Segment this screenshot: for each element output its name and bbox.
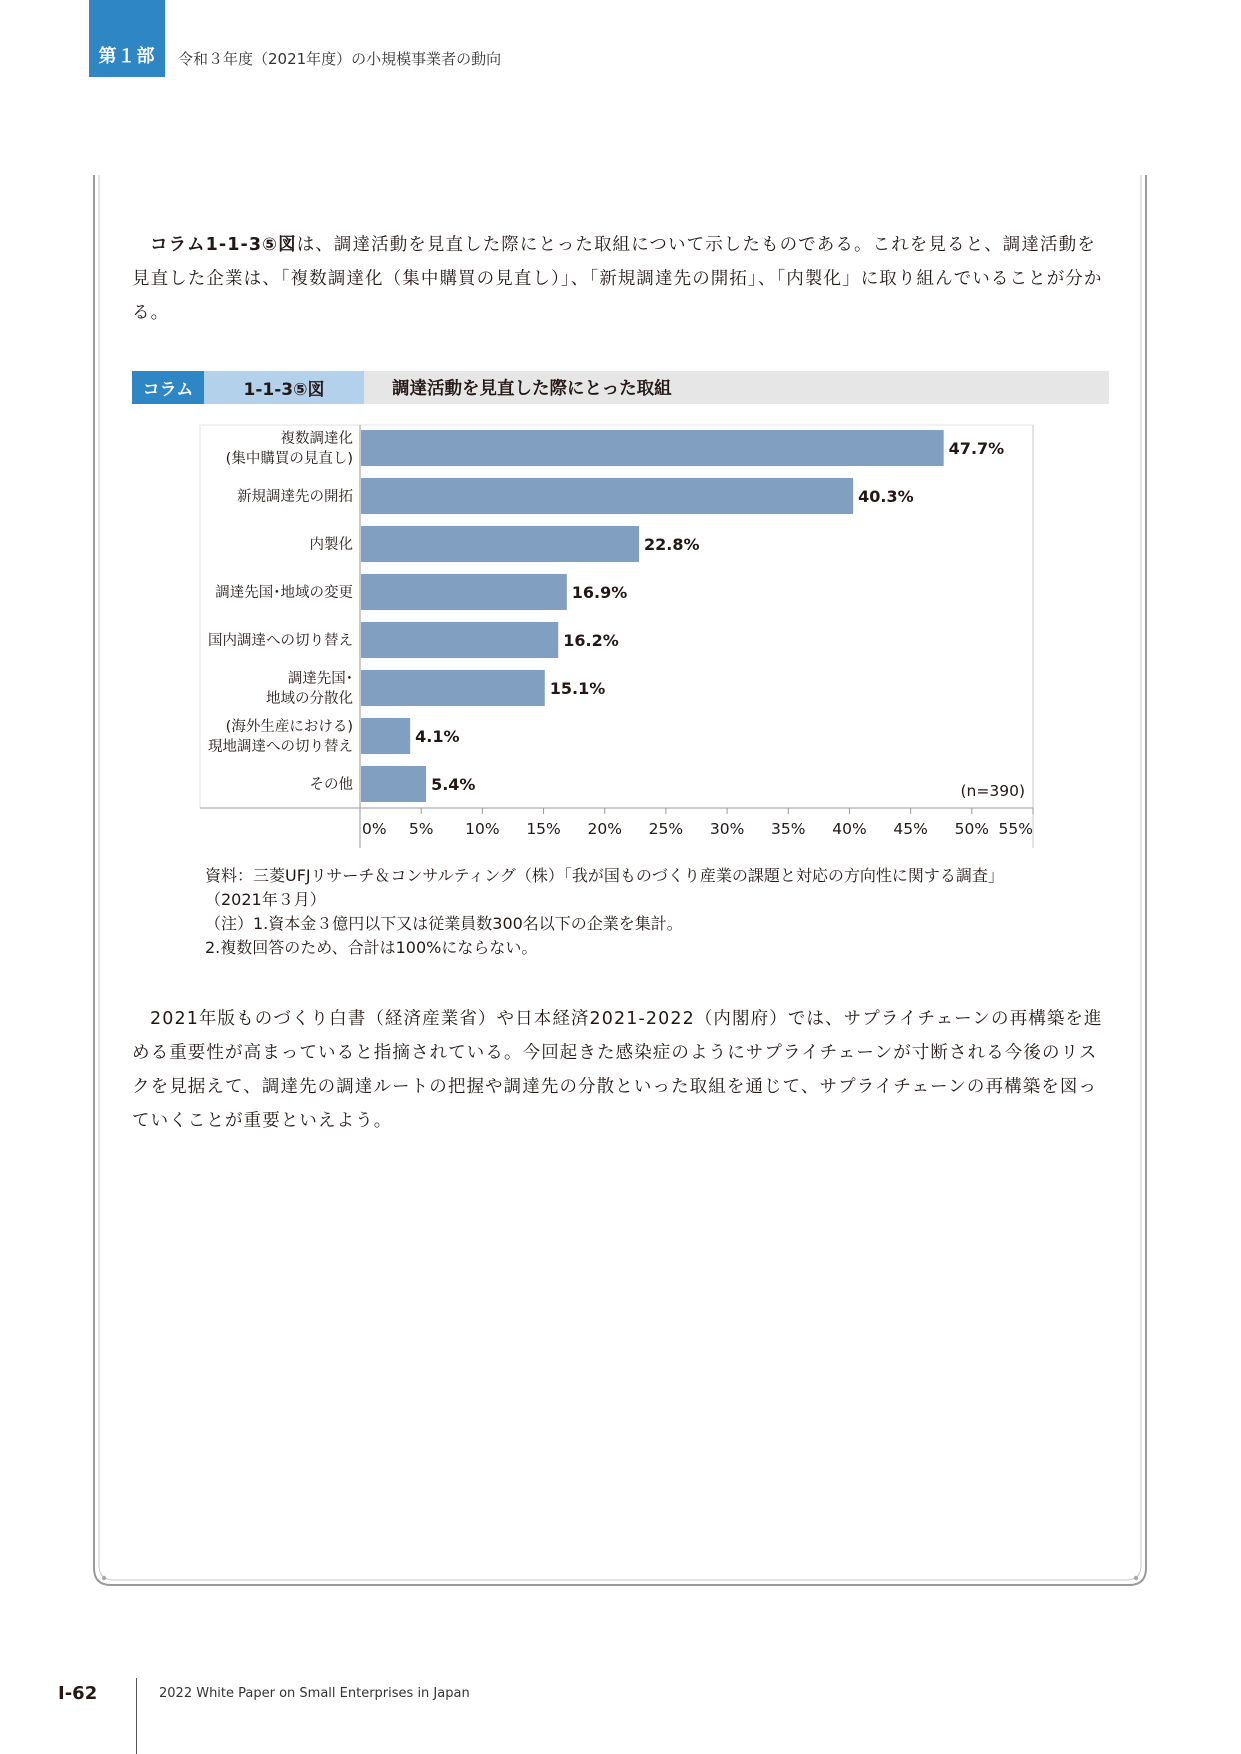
bar bbox=[361, 526, 639, 562]
bar-value-label: 4.1% bbox=[415, 727, 460, 746]
footer-divider bbox=[136, 1678, 137, 1754]
bar bbox=[361, 430, 944, 466]
bar-value-label: 47.7% bbox=[948, 439, 1005, 458]
category-label: 国内調達への切り替え bbox=[208, 633, 353, 649]
bar-chart-svg bbox=[195, 420, 1055, 850]
bar-chart bbox=[195, 420, 1055, 854]
figure-notes bbox=[205, 864, 1004, 960]
x-tick-label: 0% bbox=[362, 820, 387, 838]
body-text: 2021年版ものづくり白書（経済産業省）や日本経済2021-2022（内閣府）では、サプライチェーンの再構築を進める重要性が高まっていると指摘されている。今回起きた感染症のようにサプライチェーンが寸断される今後のリスクを見据えて、調達先の調達ルートの把握や調達先の分散といった取組を通じて、サプライチェーンの再構築を図っていくことが重要といえよう。 bbox=[132, 1009, 1103, 1131]
bar bbox=[361, 670, 545, 706]
x-tick-label: 40% bbox=[832, 820, 867, 838]
category-label: 調達先国･ bbox=[287, 671, 353, 687]
bar-value-label: 16.2% bbox=[563, 631, 619, 650]
category-label: (集中購買の見直し) bbox=[225, 451, 353, 467]
bar bbox=[361, 718, 410, 754]
bar-value-label: 5.4% bbox=[431, 775, 476, 794]
intro-paragraph bbox=[132, 228, 1110, 330]
bar bbox=[361, 478, 853, 514]
source-note: 資料：三菱UFJリサーチ＆コンサルティング（株）「我が国ものづくり産業の課題と対応の方向性に関する調査」 bbox=[205, 866, 1004, 885]
x-tick-label: 50% bbox=[954, 820, 990, 838]
category-label: その他 bbox=[309, 777, 353, 793]
part-tab: 第１部 bbox=[89, 0, 165, 77]
figure-number: 1-1-3⑤図 bbox=[204, 371, 364, 404]
x-tick-label: 20% bbox=[587, 820, 622, 838]
source-date: （2021年３月） bbox=[205, 890, 326, 909]
intro-text: は、調達活動を見直した際にとった取組について示したものである。これを見ると、調達活動を見直した企業は、「複数調達化（集中購買の見直し）」、「新規調達先の開拓」、「内製化」に取り組んでいることが分かる。 bbox=[132, 235, 1103, 323]
bar bbox=[361, 574, 567, 610]
figure-header bbox=[132, 371, 1109, 404]
x-tick-label: 10% bbox=[465, 820, 500, 838]
category-label: 新規調達先の開拓 bbox=[237, 489, 353, 505]
bar-value-label: 15.1% bbox=[549, 679, 606, 698]
category-label: 地域の分散化 bbox=[266, 691, 353, 707]
bar-value-label: 22.8% bbox=[643, 535, 700, 554]
running-header-title: 令和３年度（2021年度）の小規模事業者の動向 bbox=[178, 50, 502, 68]
sample-size-annotation: (n=390) bbox=[960, 782, 1025, 800]
category-label: 複数調達化 bbox=[280, 431, 353, 447]
x-tick-label: 25% bbox=[648, 820, 684, 838]
category-label: 現地調達への切り替え bbox=[208, 739, 353, 755]
x-tick-label: 45% bbox=[893, 820, 928, 838]
page-number: I-62 bbox=[58, 1683, 98, 1704]
intro-lead: コラム1-1-3⑤図 bbox=[150, 235, 297, 255]
footer-title: 2022 White Paper on Small Enterprises in Japan bbox=[159, 1686, 470, 1701]
x-tick-label: 5% bbox=[408, 820, 434, 838]
note-1: （注）1.資本金３億円以下又は従業員数300名以下の企業を集計。 bbox=[205, 914, 683, 933]
figure-title: 調達活動を見直した際にとった取組 bbox=[392, 379, 672, 399]
category-label: (海外生産における) bbox=[225, 719, 353, 735]
bar-value-label: 16.9% bbox=[571, 583, 628, 602]
x-tick-label: 55% bbox=[998, 820, 1033, 838]
body-paragraph bbox=[132, 1002, 1110, 1138]
x-tick-label: 30% bbox=[709, 820, 745, 838]
figure-label: コラム bbox=[132, 371, 204, 404]
x-tick-label: 35% bbox=[771, 820, 806, 838]
bar-value-label: 40.3% bbox=[858, 487, 914, 506]
bar bbox=[361, 766, 426, 802]
category-label: 調達先国･地域の変更 bbox=[215, 585, 353, 601]
note-2: 2.複数回答のため、合計は100%にならない。 bbox=[205, 938, 538, 957]
bar bbox=[361, 622, 558, 658]
x-tick-label: 15% bbox=[526, 820, 561, 838]
category-label: 内製化 bbox=[309, 537, 353, 553]
